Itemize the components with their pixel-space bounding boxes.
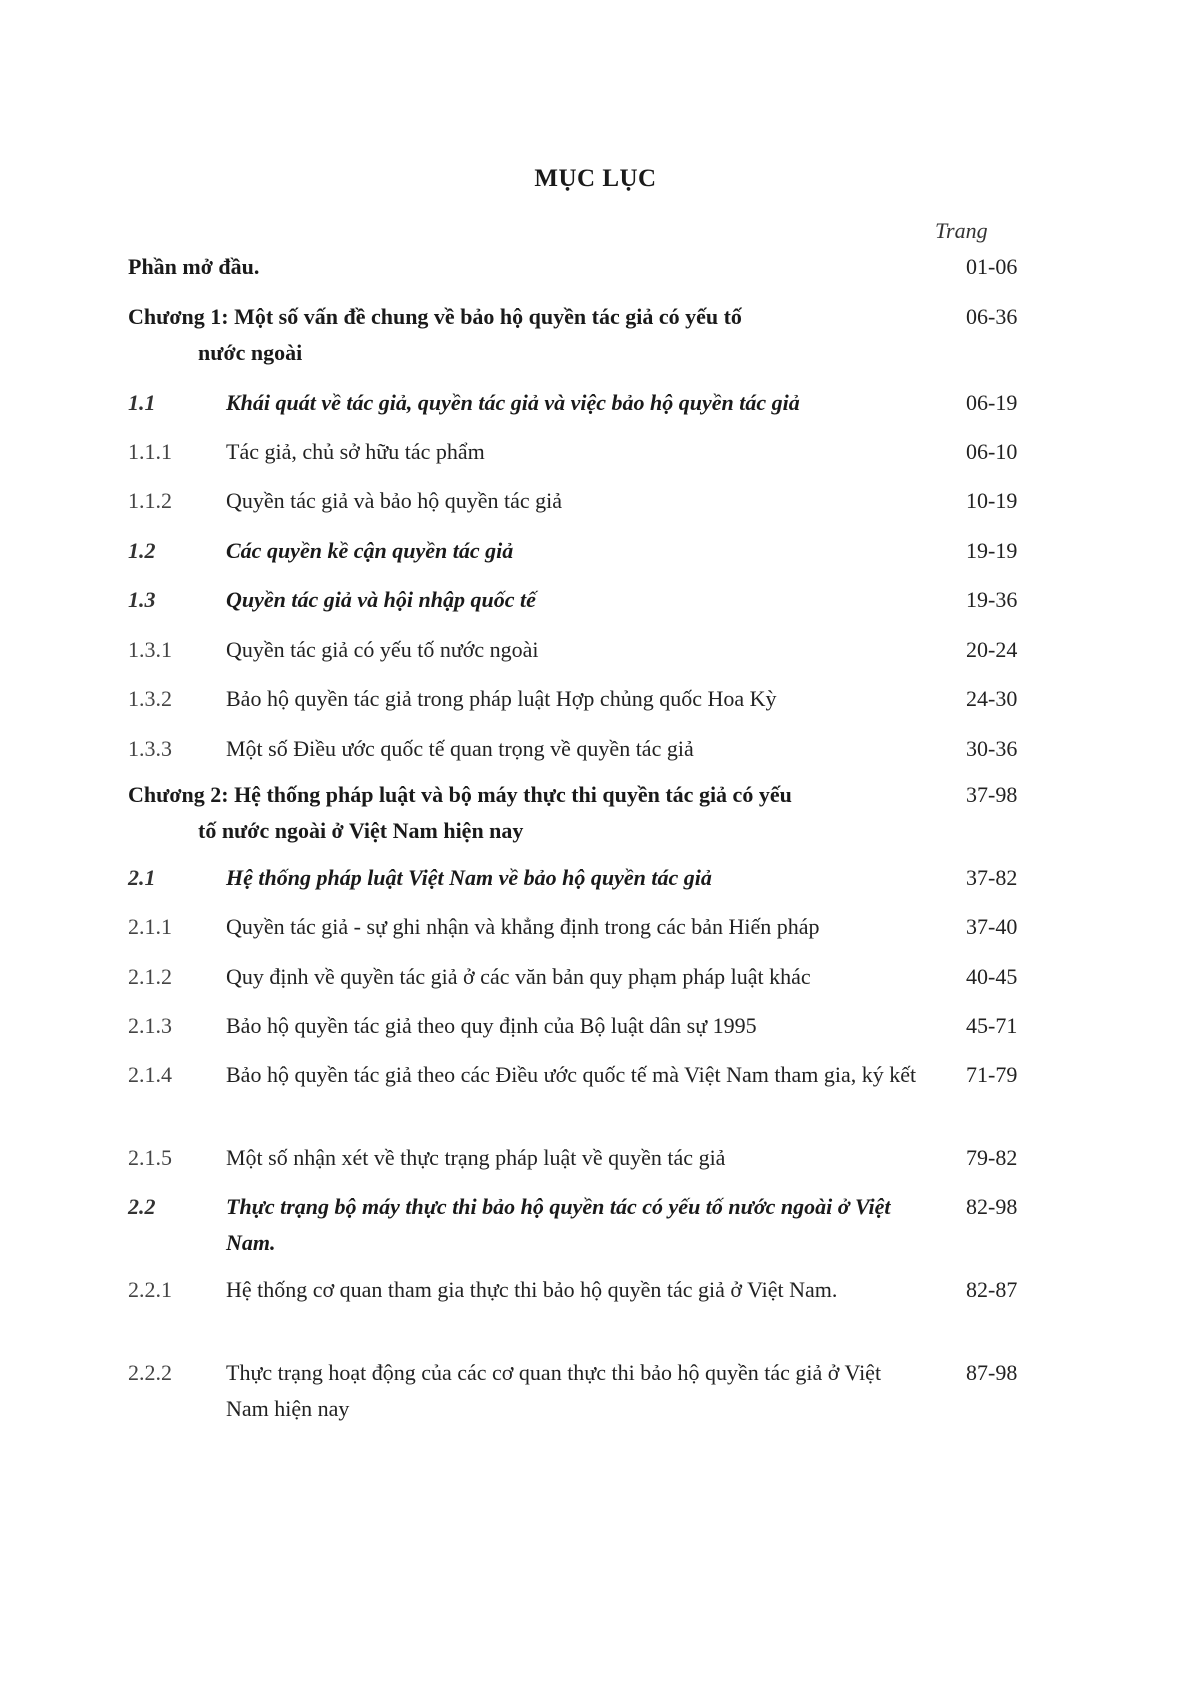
toc-entry-number: 1.3.1 [128,637,172,662]
toc-entry-pages: 06-10 [966,439,1018,464]
toc-entry-number: 2.1.2 [128,964,172,989]
toc-entry-number: 1.2 [128,538,156,563]
toc-entry-number: 2.2.1 [128,1277,172,1302]
toc-entry-title: Thực trạng hoạt động của các cơ quan thực thi bảo hộ quyền tác giả ở Việt Nam hiện nay [226,1360,882,1421]
toc-entry-pages: 87-98 [966,1360,1018,1385]
toc-entry-title: Quyền tác giả và hội nhập quốc tế [226,587,536,612]
toc-entry-title: Bảo hộ quyền tác giả theo quy định của Bộ luật dân sự 1995 [226,1013,757,1038]
toc-entry-title-line1: Chương 2: Hệ thống pháp luật và bộ máy thực thi quyền tác giả có yếu [128,782,792,807]
toc-entry-title: Quyền tác giả - sự ghi nhận và khẳng định trong các bản Hiến pháp [226,914,820,939]
toc-entry-number: 2.1.3 [128,1013,172,1038]
toc-entry-pages: 40-45 [966,964,1018,989]
toc-entry-pages: 30-36 [966,736,1018,761]
toc-entry-pages: 06-36 [966,304,1018,329]
toc-entry-title: Các quyền kề cận quyền tác giả [226,538,514,563]
toc-entry-title-line2: nước ngoài [198,340,303,365]
toc-entry-title [128,777,938,849]
toc-entry-title: Quyền tác giả có yếu tố nước ngoài [226,637,539,662]
toc-entry-number: 2.1 [128,865,156,890]
toc-entry-number: 1.1 [128,390,156,415]
toc-entry-title: Hệ thống pháp luật Việt Nam về bảo hộ quyền tác giả [226,865,712,890]
toc-entry-title: Quyền tác giả và bảo hộ quyền tác giả [226,488,562,513]
toc-entry-pages: 37-98 [966,782,1018,807]
toc-entry-number: 1.3.3 [128,736,172,761]
toc-entry-pages: 19-19 [966,538,1018,563]
toc-entry-number: 1.3 [128,587,156,612]
toc-entry-number: 1.3.2 [128,686,172,711]
toc-entry-title: Tác giả, chủ sở hữu tác phẩm [226,439,485,464]
toc-entry-pages: 20-24 [966,637,1018,662]
toc-entry-title [128,299,938,371]
page-column-header: Trang [935,218,988,243]
toc-entry-title: Bảo hộ quyền tác giả theo các Điều ước quốc tế mà Việt Nam tham gia, ký kết [226,1062,917,1087]
toc-entry-title: Bảo hộ quyền tác giả trong pháp luật Hợp chủng quốc Hoa Kỳ [226,686,777,711]
toc-entry-number: 2.2 [128,1194,156,1219]
toc-entry-number: 2.1.1 [128,914,172,939]
toc-entry-pages: 06-19 [966,390,1018,415]
toc-entry-title-line2: tố nước ngoài ở Việt Nam hiện nay [198,818,524,843]
toc-entry-number: 1.1.1 [128,439,172,464]
toc-entry-pages: 82-87 [966,1277,1018,1302]
toc-entry-title: Phần mở đầu. [128,254,260,279]
toc-entry-number: 2.2.2 [128,1360,172,1385]
toc-entry-title: Một số nhận xét về thực trạng pháp luật về quyền tác giả [226,1145,726,1170]
toc-entry-title: Thực trạng bộ máy thực thi bảo hộ quyền tác có yếu tố nước ngoài ở Việt Nam. [226,1194,891,1255]
toc-entry-number: 2.1.5 [128,1145,172,1170]
toc-entry-title-line1: Chương 1: Một số vấn đề chung về bảo hộ quyền tác giả có yếu tố [128,304,742,329]
toc-entry-pages: 82-98 [966,1194,1018,1219]
toc-entry-pages: 37-40 [966,914,1018,939]
toc-entry-number: 2.1.4 [128,1062,172,1087]
toc-entry-number: 1.1.2 [128,488,172,513]
toc-entry-pages: 71-79 [966,1062,1018,1087]
page-title: MỤC LỤC [534,165,657,192]
toc-entry-title: Hệ thống cơ quan tham gia thực thi bảo hộ quyền tác giả ở Việt Nam. [226,1277,838,1302]
toc-entry-pages: 10-19 [966,488,1018,513]
toc-entry-pages: 19-36 [966,587,1018,612]
toc-entry-pages: 37-82 [966,865,1018,890]
toc-entry-title: Khái quát về tác giả, quyền tác giả và việc bảo hộ quyền tác giả [226,390,800,415]
toc-entry-pages: 24-30 [966,686,1018,711]
toc-entry-title: Quy định về quyền tác giả ở các văn bản quy phạm pháp luật khác [226,964,811,989]
toc-entry-pages: 45-71 [966,1013,1018,1038]
toc-entry-title: Một số Điều ước quốc tế quan trọng về quyền tác giả [226,736,694,761]
toc-entry-pages: 79-82 [966,1145,1018,1170]
toc-entry-pages: 01-06 [966,254,1018,279]
